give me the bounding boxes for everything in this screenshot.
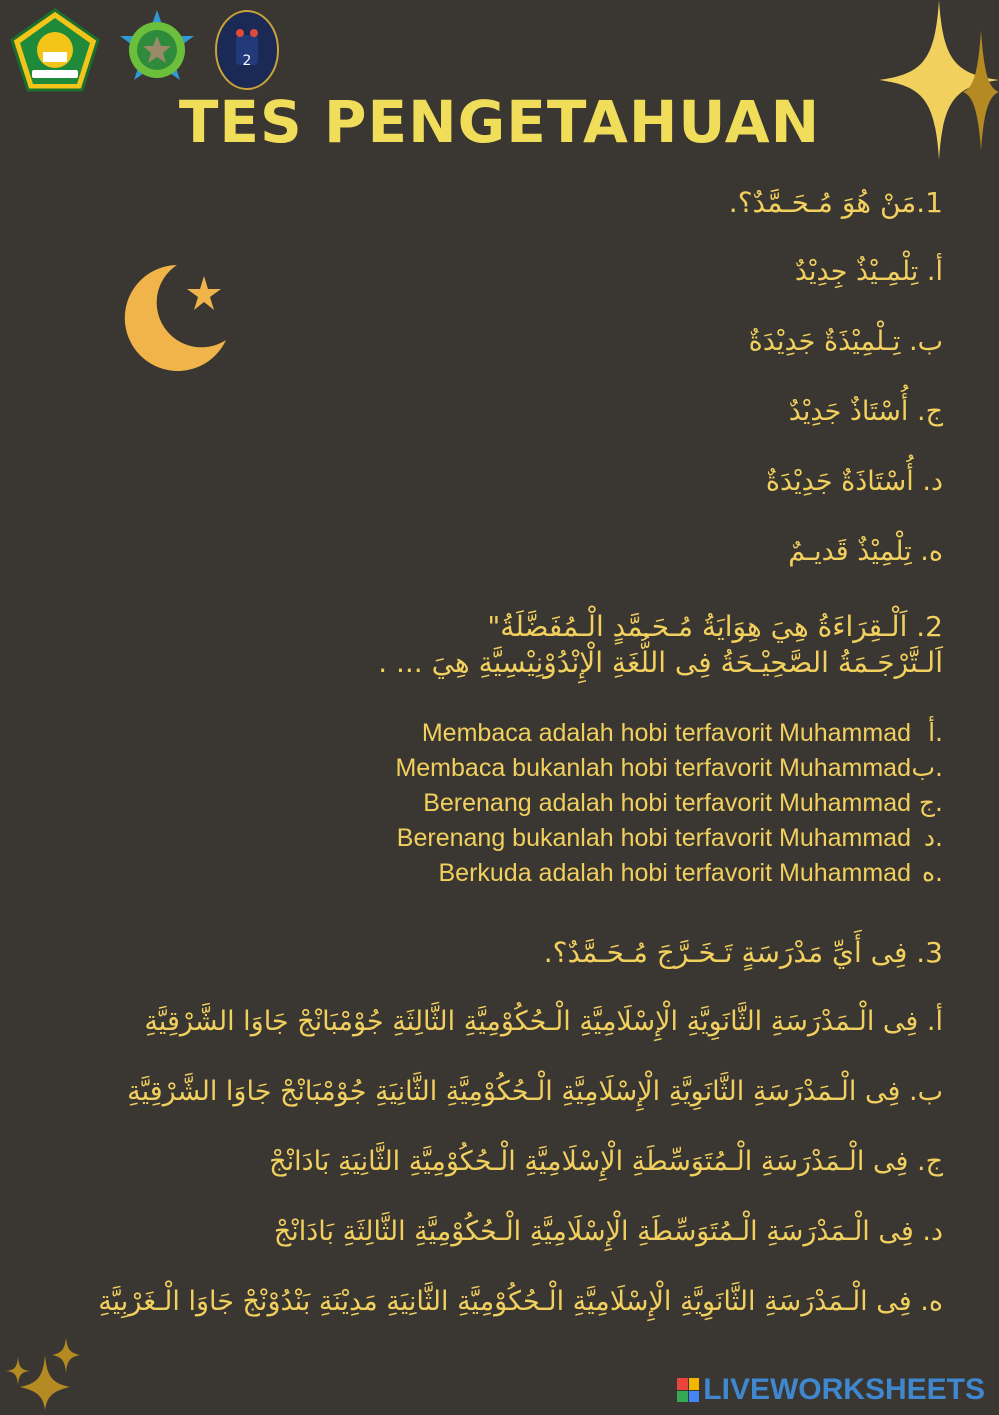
question-1 — [729, 186, 943, 219]
question-text: اَلْـقِرَاءَةُ هِيَ هِوَايَةُ مُـحَـمَّدٍ الْـمُفَضَّلَةُ" — [487, 610, 908, 643]
crescent-moon-icon — [122, 262, 232, 374]
option-text: فِى الْـمَدْرَسَةِ الْـمُتَوَسِّطَةِ الْإِسْلَامِيَّةِ الْـحُكُوْمِيَّةِ الثَّالِثَةِ بَادَانْجْ — [273, 1216, 914, 1247]
option-letter: ه. — [920, 536, 943, 567]
option-text: Membaca adalah hobi terfavorit Muhammad — [421, 719, 911, 747]
option-letter: د. — [922, 466, 943, 497]
option-3-e — [98, 1286, 943, 1317]
option-2-c — [423, 788, 943, 818]
question-number: 2. — [916, 610, 943, 643]
option-2-b — [395, 753, 943, 783]
option-2-a — [422, 718, 943, 748]
option-3-b — [127, 1076, 943, 1107]
question-number: 1. — [916, 186, 943, 219]
option-text: فِى الْـمَدْرَسَةِ الثَّانَوِيَّةِ الْإِسْلَامِيَّةِ الْـحُكُوْمِيَّةِ الثَّانِيَةِ جُوْمْبَانْجْ جَاوَا الشَّرْقِيَّةِ — [127, 1076, 901, 1107]
question-number: 3. — [916, 936, 943, 969]
option-letter: ه. — [920, 1286, 943, 1317]
option-text: تِلْمِـيْذٌ جِدِيْدٌ — [794, 256, 919, 287]
option-1-d — [766, 466, 943, 497]
option-letter: ه. — [921, 858, 943, 887]
option-3-d — [274, 1216, 943, 1247]
option-text: Membaca bukanlah hobi terfavorit Muhammad — [395, 754, 911, 782]
question-text: مَنْ هُوَ مُـحَـمَّدٌ؟. — [728, 186, 917, 219]
liveworksheets-icon — [677, 1378, 699, 1402]
option-2-d — [397, 823, 943, 853]
option-text: أُسْتَاذَةٌ جَدِيْدَةٌ — [765, 466, 914, 497]
option-1-c — [789, 396, 943, 427]
option-letter: ج. — [918, 788, 943, 817]
option-2-e — [439, 858, 944, 888]
option-letter: د. — [922, 1216, 943, 1247]
option-letter: أ. — [926, 1006, 943, 1037]
option-1-e — [788, 536, 943, 567]
green-star-logo — [112, 8, 202, 92]
kemenag-logo — [10, 8, 100, 92]
question-3 — [544, 936, 943, 969]
option-letter: أ. — [926, 256, 943, 287]
option-letter: ب. — [911, 753, 943, 782]
liveworksheets-logo[interactable] — [677, 1373, 985, 1407]
option-text: Berenang adalah hobi terfavorit Muhammad — [423, 789, 911, 817]
option-letter: أ. — [928, 718, 943, 747]
option-letter: ب. — [908, 1076, 943, 1107]
option-text: تِلْمِيْذٌ قَديـمٌ — [788, 536, 912, 567]
option-3-c — [269, 1146, 943, 1177]
question-2-line-2: اَلـتَّرْجَـمَةُ الصَّحِيْـحَةُ فِى اللُّغَةِ الْإِنْدُوْنِيْسِيَّةِ هِيَ ... . — [378, 646, 943, 679]
option-letter: ج. — [916, 396, 943, 427]
option-text: Berkuda adalah hobi terfavorit Muhammad — [438, 859, 911, 887]
header-logos — [10, 8, 280, 92]
option-text: فِى الْـمَدْرَسَةِ الْـمُتَوَسِّطَةِ الْإِسْلَامِيَّةِ الْـحُكُوْمِيَّةِ الثَّانِيَةِ بَادَانْجْ — [269, 1146, 909, 1177]
option-text: أُسْتَاذٌ جَدِيْدٌ — [788, 396, 909, 427]
option-1-a — [795, 256, 943, 287]
option-letter: ب. — [908, 326, 943, 357]
option-text: تِـلْمِيْذَةٌ جَدِيْدَةٌ — [748, 326, 901, 357]
option-3-a — [144, 1006, 943, 1037]
question-2 — [487, 610, 943, 643]
option-text: Berenang bukanlah hobi terfavorit Muhammad — [396, 824, 911, 852]
page-title: TES PENGETAHUAN — [178, 88, 821, 156]
school-crest-logo — [214, 9, 280, 91]
option-letter: د. — [923, 823, 943, 852]
sparkle-bottom-left-icon — [0, 1335, 85, 1410]
question-text: فِى أَيِّ مَدْرَسَةٍ تَـخَـرَّجَ مُـحَـمَّدٌ؟. — [543, 936, 908, 969]
option-text: فِى الْـمَدْرَسَةِ الثَّانَوِيَّةِ الْإِسْلَامِيَّةِ الْـحُكُوْمِيَّةِ الثَّانِيَةِ مَدِيْنَةِ بَنْدُوْنْجْ جَاوَا الْـغَرْبِيَّةِ — [98, 1286, 912, 1317]
option-letter: ج. — [916, 1146, 943, 1177]
option-1-b — [749, 326, 943, 357]
option-text: فِى الْـمَدْرَسَةِ الثَّانَوِيَّةِ الْإِسْلَامِيَّةِ الْـحُكُوْمِيَّةِ الثَّالِثَةِ جُوْمْبَانْجْ جَاوَا الشَّرْقِيَّةِ — [144, 1006, 919, 1037]
liveworksheets-text: LIVEWORKSHEETS — [703, 1373, 985, 1406]
svg-text:2: 2 — [242, 53, 252, 69]
